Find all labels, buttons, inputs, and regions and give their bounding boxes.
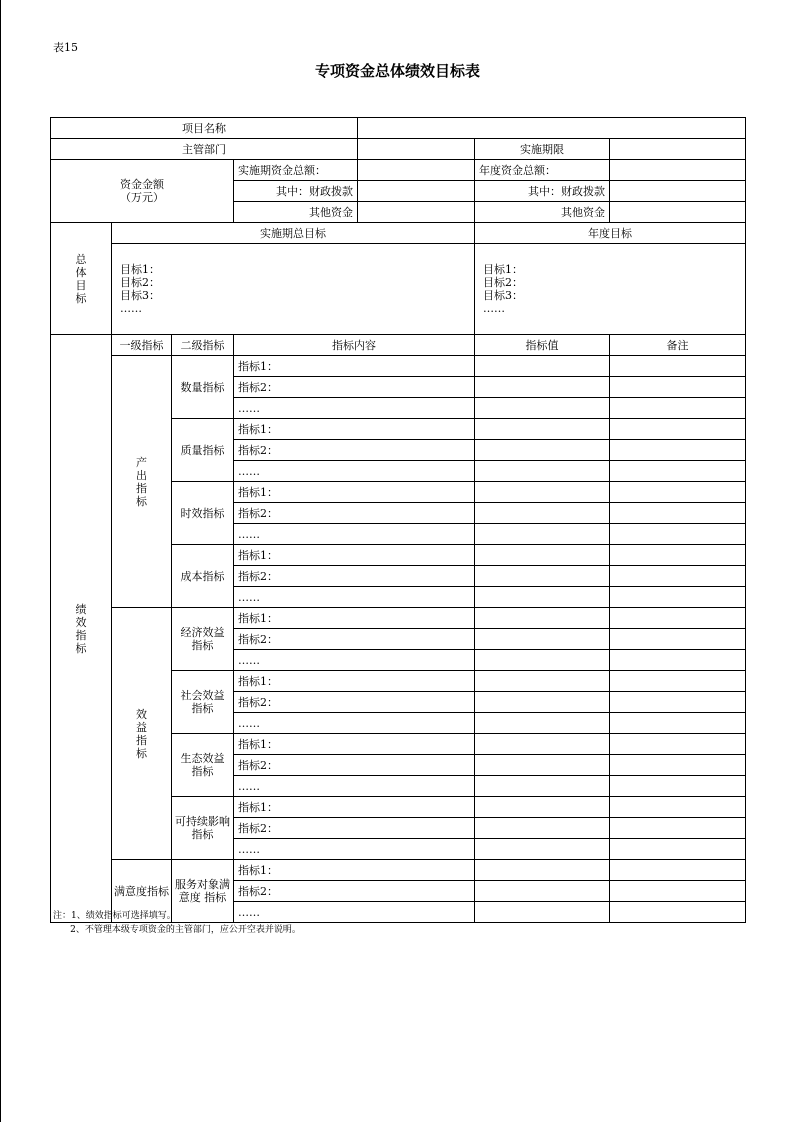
level2-indicator-label: 服务对象满意度 指标 (172, 860, 234, 923)
indicator-content-field[interactable]: 指标1： (234, 860, 475, 881)
level2-indicator-label: 可持续影响 指标 (172, 797, 234, 860)
indicator-remark-field[interactable] (610, 692, 746, 713)
indicator-value-field[interactable] (475, 776, 610, 797)
indicator-content-field[interactable]: 指标1： (234, 797, 475, 818)
document-code: 表15 (53, 41, 78, 54)
indicator-value-field[interactable] (475, 881, 610, 902)
indicator-remark-field[interactable] (610, 356, 746, 377)
indicator-remark-field[interactable] (610, 629, 746, 650)
indicator-content-field[interactable]: 指标1： (234, 608, 475, 629)
indicator-value-field[interactable] (475, 482, 610, 503)
indicator-value-field[interactable] (475, 734, 610, 755)
indicator-remark-field[interactable] (610, 524, 746, 545)
indicator-value-field[interactable] (475, 524, 610, 545)
indicator-value-field[interactable] (475, 440, 610, 461)
indicator-remark-field[interactable] (610, 482, 746, 503)
indicator-remark-field[interactable] (610, 377, 746, 398)
indicator-content-field[interactable]: 指标1： (234, 356, 475, 377)
indicator-value-field[interactable] (475, 461, 610, 482)
indicator-content-field[interactable]: 指标2： (234, 377, 475, 398)
column-header-value: 指标值 (475, 335, 610, 356)
indicator-row (51, 356, 746, 377)
indicator-content-field[interactable]: 指标1： (234, 671, 475, 692)
impl-total-label: 实施期资金总额： (234, 160, 358, 181)
funds-label-line2: （万元） (120, 191, 164, 204)
indicator-remark-field[interactable] (610, 608, 746, 629)
period-label: 实施期限 (475, 139, 610, 160)
impl-fiscal-label: 其中：财政拨款 (234, 181, 358, 202)
indicator-value-field[interactable] (475, 356, 610, 377)
indicator-value-field[interactable] (475, 419, 610, 440)
level1-indicator-label: 效 益 指 标 (112, 608, 172, 860)
level1-indicator-label: 满意度指标 (112, 860, 172, 923)
indicator-content-field[interactable]: 指标1： (234, 419, 475, 440)
indicator-content-field[interactable]: 指标2： (234, 503, 475, 524)
indicator-value-field[interactable] (475, 503, 610, 524)
project-name-field[interactable] (358, 118, 746, 139)
indicator-value-field[interactable] (475, 650, 610, 671)
level2-indicator-label: 时效指标 (172, 482, 234, 545)
indicator-value-field[interactable] (475, 860, 610, 881)
indicator-remark-field[interactable] (610, 503, 746, 524)
project-name-label: 项目名称 (51, 118, 358, 139)
indicator-content-field[interactable]: …… (234, 902, 475, 923)
indicator-remark-field[interactable] (610, 755, 746, 776)
indicator-content-field[interactable]: 指标1： (234, 545, 475, 566)
impl-goal-line: 目标3： (120, 289, 160, 302)
indicator-value-field[interactable] (475, 566, 610, 587)
indicator-value-field[interactable] (475, 629, 610, 650)
indicator-remark-field[interactable] (610, 818, 746, 839)
indicator-remark-field[interactable] (610, 839, 746, 860)
performance-indicator-label: 绩 效 指 标 (51, 335, 112, 923)
annual-other-field[interactable] (610, 202, 746, 223)
indicator-content-field[interactable]: …… (234, 461, 475, 482)
annual-goal-line: …… (483, 302, 505, 315)
impl-fiscal-field[interactable] (358, 181, 475, 202)
column-header-level1: 一级指标 (112, 335, 172, 356)
indicator-content-field[interactable]: 指标2： (234, 881, 475, 902)
annual-goal-line: 目标2： (483, 276, 523, 289)
indicator-content-field[interactable]: 指标2： (234, 629, 475, 650)
indicator-remark-field[interactable] (610, 902, 746, 923)
indicator-remark-field[interactable] (610, 797, 746, 818)
indicator-content-field[interactable]: …… (234, 587, 475, 608)
annual-total-field[interactable] (610, 160, 746, 181)
indicator-content-field[interactable]: 指标2： (234, 692, 475, 713)
indicator-value-field[interactable] (475, 377, 610, 398)
indicator-value-field[interactable] (475, 692, 610, 713)
indicator-content-field[interactable]: …… (234, 713, 475, 734)
indicator-remark-field[interactable] (610, 587, 746, 608)
indicator-value-field[interactable] (475, 545, 610, 566)
level2-indicator-label: 生态效益 指标 (172, 734, 234, 797)
indicator-remark-field[interactable] (610, 419, 746, 440)
impl-goal-line: …… (120, 302, 142, 315)
indicator-remark-field[interactable] (610, 566, 746, 587)
impl-other-field[interactable] (358, 202, 475, 223)
indicator-remark-field[interactable] (610, 545, 746, 566)
page-title: 专项资金总体绩效目标表 (314, 62, 480, 80)
indicator-remark-field[interactable] (610, 860, 746, 881)
indicator-value-field[interactable] (475, 608, 610, 629)
indicator-remark-field[interactable] (610, 734, 746, 755)
column-header-level2: 二级指标 (172, 335, 234, 356)
annual-goal-line: 目标1： (483, 263, 523, 276)
period-field[interactable] (610, 139, 746, 160)
indicator-value-field[interactable] (475, 902, 610, 923)
indicator-content-field[interactable]: 指标2： (234, 566, 475, 587)
impl-other-label: 其他资金 (234, 202, 358, 223)
indicator-remark-field[interactable] (610, 671, 746, 692)
indicator-value-field[interactable] (475, 398, 610, 419)
funds-label-line1: 资金金额 (120, 178, 164, 191)
indicator-content-field[interactable]: …… (234, 776, 475, 797)
level2-indicator-label: 质量指标 (172, 419, 234, 482)
impl-goal-field[interactable] (112, 244, 475, 335)
indicator-remark-field[interactable] (610, 650, 746, 671)
indicator-remark-field[interactable] (610, 461, 746, 482)
indicator-row (51, 860, 746, 881)
indicator-content-field[interactable]: 指标2： (234, 440, 475, 461)
indicator-value-field[interactable] (475, 839, 610, 860)
indicator-content-field[interactable]: 指标1： (234, 734, 475, 755)
annual-goal-field[interactable] (475, 244, 746, 335)
level2-indicator-label: 经济效益 指标 (172, 608, 234, 671)
indicator-content-field[interactable]: 指标2： (234, 755, 475, 776)
indicator-row (51, 608, 746, 629)
indicator-value-field[interactable] (475, 587, 610, 608)
indicator-content-field[interactable]: …… (234, 839, 475, 860)
indicator-remark-field[interactable] (610, 881, 746, 902)
footnote: 2、不管理本级专项资金的主管部门，应公开空表并说明。 (53, 925, 301, 935)
impl-total-field[interactable] (358, 160, 475, 181)
annual-goal-line: 目标3： (483, 289, 523, 302)
impl-goal-line: 目标1： (120, 263, 160, 276)
indicator-remark-field[interactable] (610, 440, 746, 461)
performance-goal-table (50, 117, 746, 923)
department-field[interactable] (358, 139, 475, 160)
indicator-remark-field[interactable] (610, 713, 746, 734)
impl-goal-header: 实施期总目标 (112, 223, 475, 244)
indicator-value-field[interactable] (475, 755, 610, 776)
indicator-value-field[interactable] (475, 797, 610, 818)
department-label: 主管部门 (51, 139, 358, 160)
column-header-content: 指标内容 (234, 335, 475, 356)
annual-fiscal-label: 其中：财政拨款 (475, 181, 610, 202)
level2-indicator-label: 成本指标 (172, 545, 234, 608)
level1-indicator-label: 产 出 指 标 (112, 356, 172, 608)
indicator-value-field[interactable] (475, 818, 610, 839)
indicator-content-field[interactable]: …… (234, 650, 475, 671)
annual-other-label: 其他资金 (475, 202, 610, 223)
column-header-remark: 备注 (610, 335, 746, 356)
indicator-content-field[interactable]: 指标1： (234, 482, 475, 503)
level2-indicator-label: 社会效益 指标 (172, 671, 234, 734)
impl-goal-line: 目标2： (120, 276, 160, 289)
indicator-content-field[interactable]: …… (234, 398, 475, 419)
indicator-remark-field[interactable] (610, 776, 746, 797)
footnote: 注：1、绩效指标可选择填写。 (53, 911, 176, 921)
annual-goal-header: 年度目标 (475, 223, 746, 244)
indicator-content-field[interactable]: 指标2： (234, 818, 475, 839)
overall-goal-label: 总 体 目 标 (51, 223, 112, 335)
footnotes (53, 909, 301, 937)
indicator-value-field[interactable] (475, 713, 610, 734)
indicator-remark-field[interactable] (610, 398, 746, 419)
level2-indicator-label: 数量指标 (172, 356, 234, 419)
indicator-content-field[interactable]: …… (234, 524, 475, 545)
funds-label (51, 160, 234, 223)
annual-fiscal-field[interactable] (610, 181, 746, 202)
annual-total-label: 年度资金总额： (475, 160, 610, 181)
indicator-value-field[interactable] (475, 671, 610, 692)
